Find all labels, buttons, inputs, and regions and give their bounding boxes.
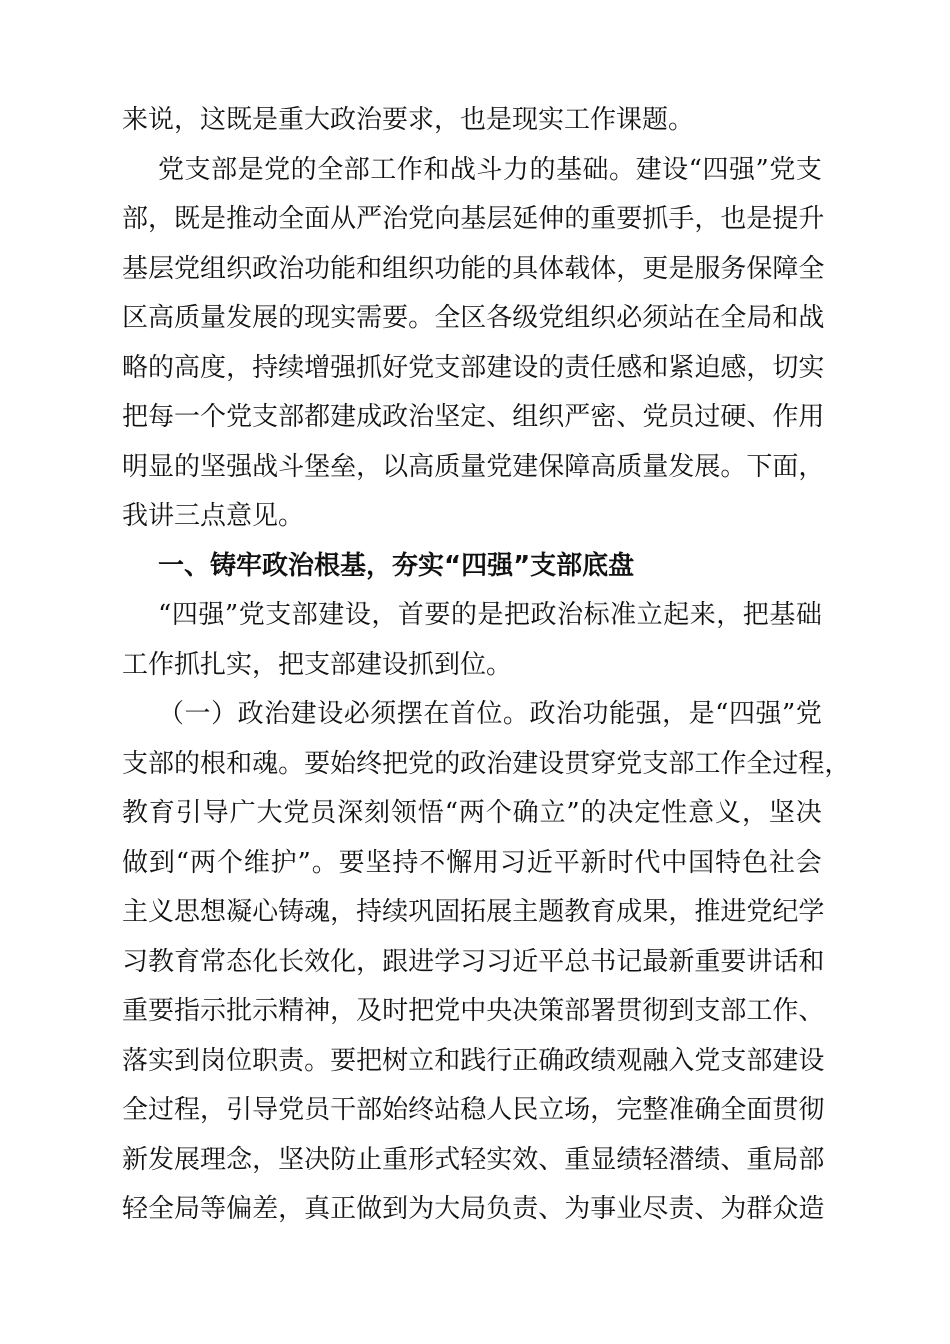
text-line: “ 四 强 ” 党 支 部 建 设 ， 首 要 的 是 把 政 治 标 准 立 起 来 ， 把 基 础 bbox=[158, 600, 822, 630]
text-line: 工作抓扎实，把支部建设抓到位。 bbox=[122, 649, 513, 680]
section-heading: 一、铸牢政治根基，夯实“四强”支部底盘 bbox=[158, 550, 635, 581]
text-line: 做 到 “ 两 个 维 护 ” 。 要 坚 持 不 懈 用 习 近 平 新 时 代 中 国 特 色 社 会 bbox=[122, 847, 822, 878]
text-line: 全 过 程 ， 引 导 党 员 干 部 始 终 站 稳 人 民 立 场 ， 完 整 准 确 全 面 贯 彻 bbox=[122, 1095, 825, 1125]
text-line: 主 义 思 想 凝 心 铸 魂 ， 持 续 巩 固 拓 展 主 题 教 育 成 果 ， 推 进 党 纪 学 bbox=[122, 897, 825, 927]
text-line: 我讲三点意见。 bbox=[122, 501, 305, 531]
text-line: 明 显 的 坚 强 战 斗 堡 垒 ， 以 高 质 量 党 建 保 障 高 质 量 发 展 。 下 面 ， bbox=[122, 451, 825, 482]
text-line: 把 每 一 个 党 支 部 都 建 成 政 治 坚 定 、 组 织 严 密 、 党 员 过 硬 、 作 用 bbox=[122, 402, 825, 432]
text-line: 教 育 引 导 广 大 党 员 深 刻 领 悟 “ 两 个 确 立 ” 的 决 定 性 意 义 ， 坚 决 bbox=[122, 798, 822, 828]
text-line: 略 的 高 度 ， 持 续 增 强 抓 好 党 支 部 建 设 的 责 任 感 和 紧 迫 感 ， 切 实 bbox=[122, 352, 825, 383]
document-body bbox=[122, 96, 851, 1235]
text-line: 党 支 部 是 党 的 全 部 工 作 和 战 斗 力 的 基 础 。 建 设 “ 四 强 ” 党 支 bbox=[158, 154, 822, 185]
text-line: 部 ， 既 是 推 动 全 面 从 严 治 党 向 基 层 延 伸 的 重 要 抓 手 ， 也 是 提 升 bbox=[122, 204, 825, 234]
text-line: 习 教 育 常 态 化 长 效 化 ， 跟 进 学 习 习 近 平 总 书 记 最 新 重 要 讲 话 和 bbox=[122, 946, 825, 977]
text-line: 支 部 的 根 和 魂 。 要 始 终 把 党 的 政 治 建 设 贯 穿 党 支 部 工 作 全 过 程 ， bbox=[122, 748, 851, 779]
text-line: 区 高 质 量 发 展 的 现 实 需 要 。 全 区 各 级 党 组 织 必 须 站 在 全 局 和 战 bbox=[122, 303, 825, 333]
text-line: （ 一 ） 政 治 建 设 必 须 摆 在 首 位 。 政 治 功 能 强 ， 是 “ 四 强 ” 党 bbox=[158, 699, 822, 729]
text-line: 重 要 指 示 批 示 精 神 ， 及 时 把 党 中 央 决 策 部 署 贯 彻 到 支 部 工 作 、 bbox=[122, 996, 825, 1026]
text-line: 基 层 党 组 织 政 治 功 能 和 组 织 功 能 的 具 体 载 体 ， 更 是 服 务 保 障 全 bbox=[122, 253, 825, 284]
text-line: 来说，这既是重大政治要求，也是现实工作课题。 bbox=[122, 105, 695, 135]
text-line: 新 发 展 理 念 ， 坚 决 防 止 重 形 式 轻 实 效 、 重 显 绩 轻 潜 绩 、 重 局 部 bbox=[122, 1144, 825, 1175]
text-line: 轻 全 局 等 偏 差 ， 真 正 做 到 为 大 局 负 责 、 为 事 业 尽 责 、 为 群 众 造 bbox=[122, 1194, 825, 1224]
text-line: 落 实 到 岗 位 职 责 。 要 把 树 立 和 践 行 正 确 政 绩 观 融 入 党 支 部 建 设 bbox=[122, 1045, 825, 1076]
